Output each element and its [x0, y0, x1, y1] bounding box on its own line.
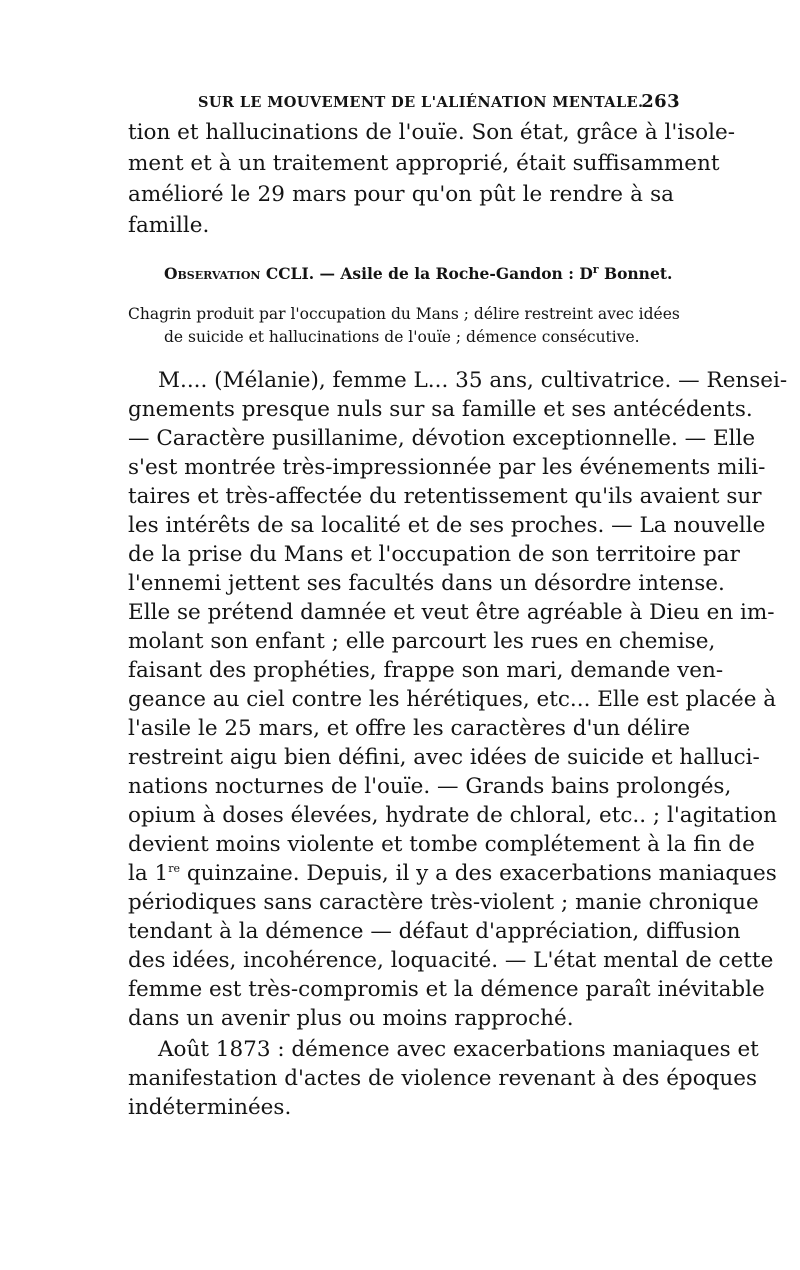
body-line: gnements presque nuls sur sa famille et ses antécédents. — [128, 397, 753, 422]
body-line: M.... (Mélanie), femme L... 35 ans, cultivatrice. — Rensei- — [158, 368, 788, 393]
body-line: des idées, incohérence, loquacité. — L'état mental de cette — [128, 948, 774, 973]
page-number: 263 — [641, 91, 680, 112]
running-head — [198, 91, 680, 112]
observation-rest: — Asile de la Roche-Gandon : D — [319, 264, 593, 283]
body-line — [128, 861, 777, 886]
paragraph-line: amélioré le 29 mars pour qu'on pût le rendre à sa — [128, 182, 674, 207]
body-line: nations nocturnes de l'ouïe. — Grands bains prolongés, — [128, 774, 732, 799]
running-head-title: SUR LE MOUVEMENT DE L'ALIÉNATION MENTALE. — [198, 94, 644, 111]
observation-label: Observation — [164, 264, 261, 283]
paragraph-line: famille. — [128, 213, 210, 238]
body-line: — Caractère pusillanime, dévotion exceptionnelle. — Elle — [128, 426, 756, 451]
paragraph-line: tion et hallucinations de l'ouïe. Son état, grâce à l'isole- — [128, 120, 735, 145]
body-line: s'est montrée très-impressionnée par les événements mili- — [128, 455, 766, 480]
observation-doctor: Bonnet. — [598, 264, 673, 283]
body-line: périodiques sans caractère très-violent ; manie chronique — [128, 890, 759, 915]
ordinal-sup: re — [168, 861, 180, 875]
doctor-abbrev-sup: r — [592, 262, 599, 276]
body-line: devient moins violente et tombe complétement à la fin de — [128, 832, 755, 857]
final-line: indéterminées. — [128, 1095, 292, 1120]
body-line: les intérêts de sa localité et de ses proches. — La nouvelle — [128, 513, 766, 538]
body-line: de la prise du Mans et l'occupation de son territoire par — [128, 542, 740, 567]
final-line: Août 1873 : démence avec exacerbations maniaques et — [158, 1037, 759, 1062]
body-line: molant son enfant ; elle parcourt les rues en chemise, — [128, 629, 716, 654]
body-line: l'asile le 25 mars, et offre les caractères d'un délire — [128, 716, 691, 741]
body-line: faisant des prophéties, frappe son mari, demande ven- — [128, 658, 724, 683]
summary-line: Chagrin produit par l'occupation du Mans ; délire restreint avec idées — [128, 305, 680, 323]
observation-heading — [164, 264, 672, 283]
body-line: geance au ciel contre les hérétiques, etc... Elle est placée à — [128, 687, 777, 712]
body-line-start: la 1 — [128, 861, 169, 886]
body-line: opium à doses élevées, hydrate de chloral, etc.. ; l'agitation — [128, 803, 777, 828]
body-line: taires et très-affectée du retentissement qu'ils avaient sur — [128, 484, 762, 509]
body-line-end: quinzaine. Depuis, il y a des exacerbations maniaques — [180, 861, 777, 886]
body-line: l'ennemi jettent ses facultés dans un désordre intense. — [128, 571, 725, 596]
paragraph-line: ment et à un traitement approprié, était suffisamment — [128, 151, 720, 176]
body-line: restreint aigu bien défini, avec idées de suicide et halluci- — [128, 745, 760, 770]
observation-number: CCLI. — [265, 264, 315, 283]
summary-line: de suicide et hallucinations de l'ouïe ; démence consécutive. — [164, 328, 640, 346]
body-line: femme est très-compromis et la démence paraît inévitable — [128, 977, 765, 1002]
body-line: tendant à la démence — défaut d'appréciation, diffusion — [128, 919, 741, 944]
body-line: dans un avenir plus ou moins rapproché. — [128, 1006, 574, 1031]
body-line: Elle se prétend damnée et veut être agréable à Dieu en im- — [128, 600, 775, 625]
final-line: manifestation d'actes de violence revenant à des époques — [128, 1066, 758, 1091]
